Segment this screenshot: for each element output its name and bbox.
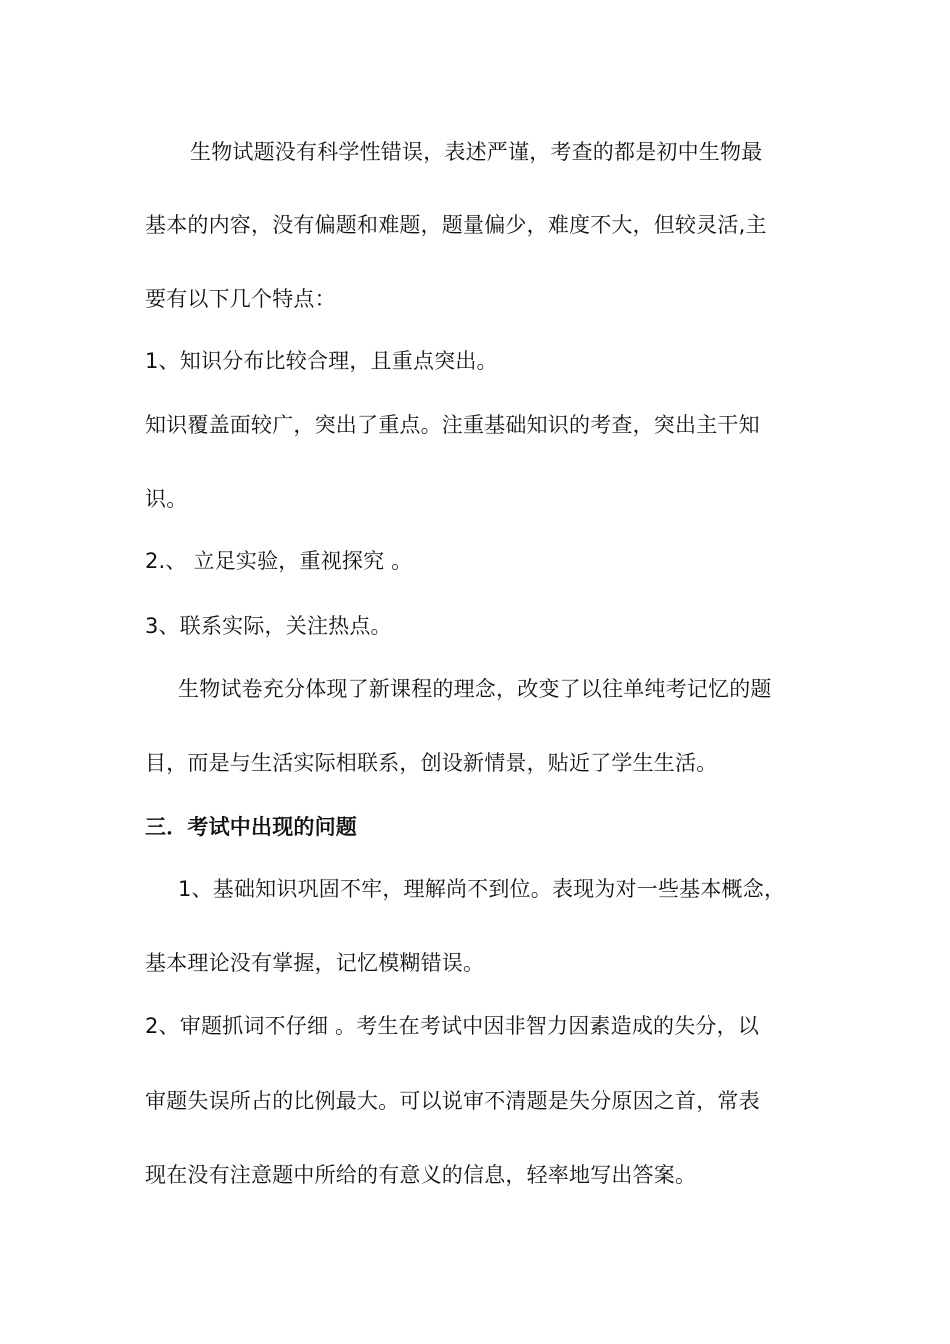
paragraph-line: 知识覆盖面较广，突出了重点。注重基础知识的考查，突出主干知 <box>145 413 760 437</box>
paragraph-line: 生物试题没有科学性错误，表述严谨，考查的都是初中生物最 <box>190 140 763 164</box>
paragraph-line: 生物试卷充分体现了新课程的理念，改变了以往单纯考记忆的题 <box>178 677 772 701</box>
list-item: 3、联系实际，关注热点。 <box>145 614 392 638</box>
paragraph-line: 基本的内容，没有偏题和难题，题量偏少，难度不大，但较灵活,主 <box>145 213 767 237</box>
paragraph-line: 要有以下几个特点： <box>145 287 336 311</box>
section-heading: 三．考试中出现的问题 <box>145 815 357 839</box>
paragraph-line: 审题失误所占的比例最大。可以说审不清题是失分原因之首，常表 <box>145 1089 760 1113</box>
list-item: 2.、 立足实验，重视探究 。 <box>145 549 413 573</box>
list-item: 2、审题抓词不仔细 。考生在考试中因非智力因素造成的失分，以 <box>145 1014 760 1038</box>
paragraph-line: 现在没有注意题中所给的有意义的信息，轻率地写出答案。 <box>145 1163 697 1187</box>
list-item: 1、基础知识巩固不牢，理解尚不到位。表现为对一些基本概念， <box>178 877 786 901</box>
paragraph-line: 识。 <box>145 487 188 511</box>
paragraph-line: 基本理论没有掌握，记忆模糊错误。 <box>145 951 485 975</box>
paragraph-line: 目，而是与生活实际相联系，创设新情景，贴近了学生生活。 <box>145 751 718 775</box>
list-item: 1、知识分布比较合理，且重点突出。 <box>145 349 498 373</box>
